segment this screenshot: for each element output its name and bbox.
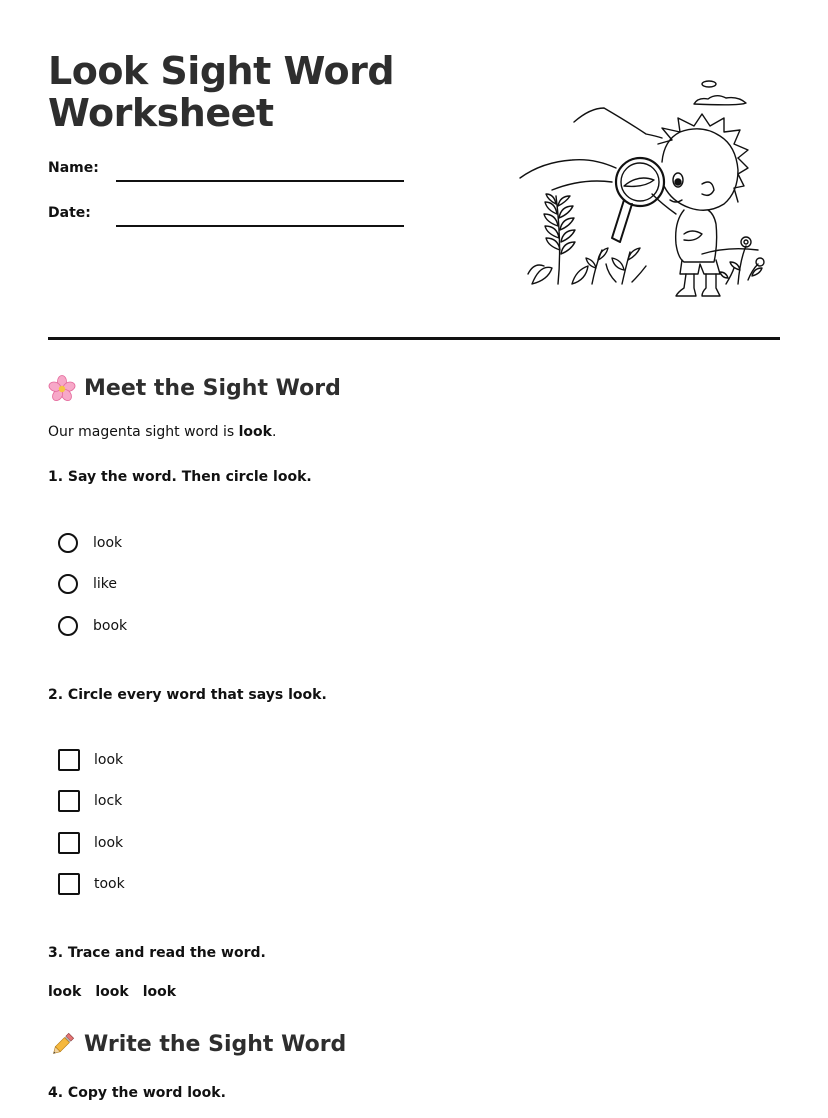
question-2-prompt: 2. Circle every word that says look.	[48, 687, 327, 703]
option-label: look	[94, 752, 124, 768]
question-2-option[interactable]	[58, 749, 123, 771]
trace-words	[48, 984, 176, 1000]
intro-text: Our magenta sight word is look.	[48, 424, 277, 440]
question-1-option[interactable]	[58, 574, 117, 594]
checkbox[interactable]	[58, 832, 80, 854]
child-with-magnifying-glass-illustration	[512, 74, 776, 302]
question-1-option[interactable]	[58, 533, 122, 553]
trace-word[interactable]: look	[95, 984, 129, 1000]
write-section-heading	[48, 1031, 346, 1059]
checkbox[interactable]	[58, 790, 80, 812]
question-3-prompt: 3. Trace and read the word.	[48, 945, 266, 961]
question-2-option[interactable]	[58, 790, 122, 812]
circle-choice[interactable]	[58, 574, 78, 594]
worksheet-title: Look Sight Word Worksheet	[48, 49, 395, 135]
question-2-option[interactable]	[58, 832, 123, 854]
question-4-prompt: 4. Copy the word look.	[48, 1085, 226, 1101]
name-label: Name:	[48, 160, 99, 176]
trace-word[interactable]: look	[48, 984, 82, 1000]
question-1-prompt: 1. Say the word. Then circle look.	[48, 469, 312, 485]
intro-sight-word: look	[238, 424, 272, 440]
meet-section-title: Meet the Sight Word	[84, 376, 341, 401]
option-label: took	[94, 876, 125, 892]
option-label: like	[93, 576, 118, 592]
checkbox[interactable]	[58, 749, 80, 771]
section-divider	[48, 337, 780, 340]
date-label: Date:	[48, 205, 91, 221]
option-label: lock	[94, 793, 123, 809]
question-1-option[interactable]	[58, 616, 127, 636]
cherry-blossom-icon	[48, 375, 76, 403]
write-section-title: Write the Sight Word	[84, 1032, 347, 1057]
meet-section-heading	[48, 375, 341, 403]
option-label: look	[93, 535, 123, 551]
name-line[interactable]	[116, 180, 404, 182]
question-2-option[interactable]	[58, 873, 125, 895]
checkbox[interactable]	[58, 873, 80, 895]
option-label: book	[93, 618, 128, 634]
date-line[interactable]	[116, 225, 404, 227]
option-label: look	[94, 835, 124, 851]
circle-choice[interactable]	[58, 616, 78, 636]
trace-word[interactable]: look	[142, 984, 177, 1000]
pencil-icon	[48, 1031, 76, 1059]
circle-choice[interactable]	[58, 533, 78, 553]
